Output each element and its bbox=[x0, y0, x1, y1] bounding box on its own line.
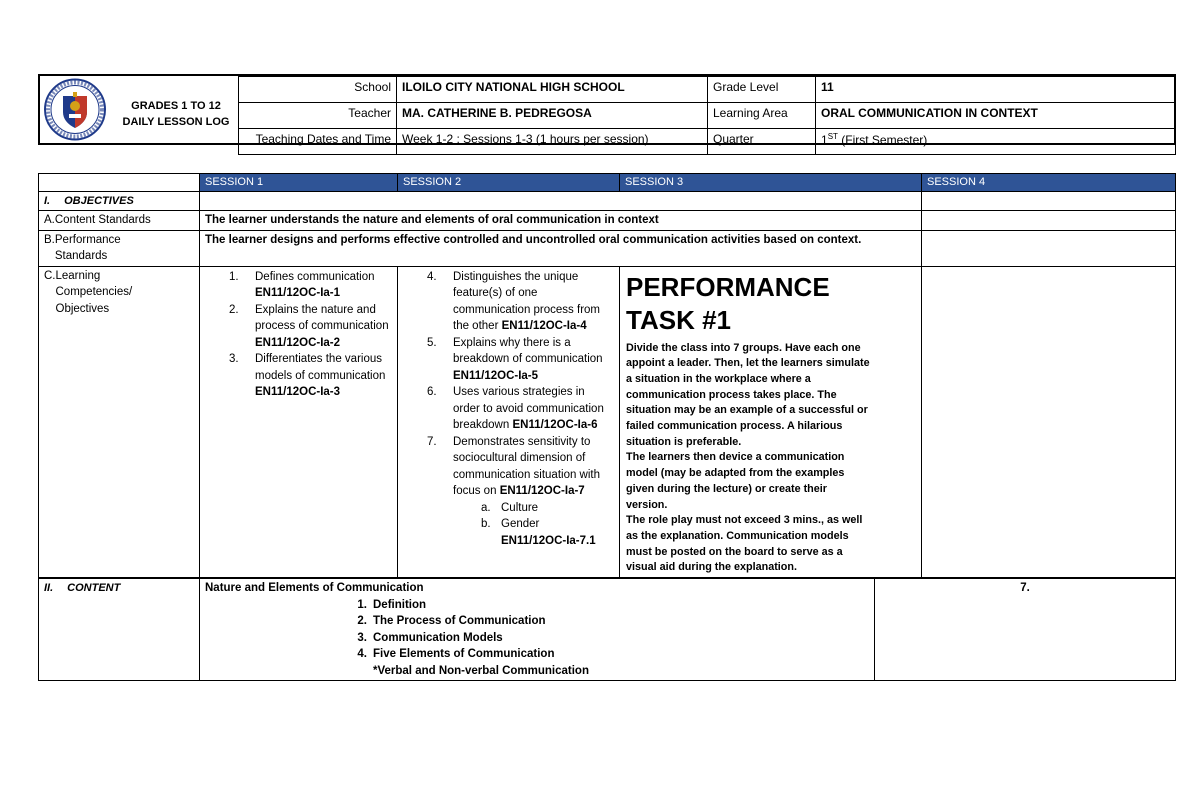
competency-number: 2. bbox=[229, 303, 239, 316]
title-line-2: DAILY LESSON LOG bbox=[122, 116, 230, 128]
a-label: Content Standards bbox=[54, 214, 151, 226]
quarter-superscript: ST bbox=[827, 132, 838, 141]
teacher-value: MA. CATHERINE B. PEDREGOSA bbox=[397, 103, 708, 129]
logo-cell bbox=[40, 76, 239, 143]
performance-standards-session4 bbox=[922, 230, 1176, 266]
competency-code: EN11/12OC-Ia-6 bbox=[512, 419, 598, 431]
competency-item bbox=[229, 269, 392, 302]
content-standards-text: The learner understands the nature and elements of oral communication in context bbox=[200, 211, 922, 231]
session-header-row bbox=[39, 174, 1176, 192]
content-item-number: 4. bbox=[357, 648, 367, 661]
task-paragraph-2: The learners then device a communication model (may be adapted from the examples given during the lecture) or create their version. bbox=[626, 451, 845, 511]
session-1-competencies bbox=[200, 266, 398, 578]
deped-seal-logo bbox=[43, 78, 107, 141]
grade-level-value: 11 bbox=[816, 77, 1176, 103]
competency-code: EN11/12OC-Ia-4 bbox=[501, 320, 587, 332]
competency-text: Defines communication bbox=[255, 270, 375, 283]
content-row bbox=[39, 578, 1176, 681]
title-line-1: GRADES 1 TO 12 bbox=[131, 100, 221, 112]
competency-text: Distinguishes the unique feature(s) of one communication process from the other bbox=[453, 270, 600, 332]
content-item bbox=[341, 630, 869, 647]
school-value: ILOILO CITY NATIONAL HIGH SCHOOL bbox=[397, 77, 708, 103]
subitem-letter: a. bbox=[481, 501, 491, 514]
competency-text: Explains why there is a breakdown of communication bbox=[453, 336, 603, 365]
objectives-session4 bbox=[922, 191, 1176, 211]
session-2-sublist bbox=[403, 500, 614, 550]
content-item-number: 1. bbox=[357, 598, 367, 611]
b-label: Performance Standards bbox=[54, 233, 121, 262]
objectives-blank bbox=[200, 191, 922, 211]
c-label: Learning Competencies/ Objectives bbox=[55, 269, 133, 315]
competencies-row bbox=[39, 266, 1176, 578]
subitem-code: EN11/12OC-Ia-7.1 bbox=[501, 534, 596, 547]
competency-code: EN11/12OC-Ia-5 bbox=[453, 369, 539, 382]
dates-label: Teaching Dates and Time bbox=[239, 129, 397, 155]
competency-item bbox=[427, 269, 614, 335]
content-item-number: 2. bbox=[357, 615, 367, 628]
performance-task-title bbox=[626, 271, 916, 337]
competency-item bbox=[427, 434, 614, 500]
task-title-line-1: PERFORMANCE bbox=[626, 271, 830, 302]
competency-item bbox=[229, 351, 392, 401]
session-3-performance-task bbox=[620, 266, 922, 578]
subitem-letter: b. bbox=[481, 518, 491, 530]
content-body bbox=[200, 578, 875, 681]
session-2-header: SESSION 2 bbox=[398, 174, 620, 192]
session-4-competencies bbox=[922, 266, 1176, 578]
teacher-label: Teacher bbox=[239, 103, 397, 129]
session-1-list bbox=[205, 269, 392, 401]
header-block bbox=[38, 74, 1176, 145]
content-sub-item: *Verbal and Non-verbal Communication bbox=[373, 664, 589, 677]
subitem-text: Gender bbox=[501, 518, 540, 530]
competency-text: Uses various strategies in order to avoid communication breakdown bbox=[453, 386, 604, 431]
competency-code: EN11/12OC-Ia-1 bbox=[255, 287, 341, 299]
session-4-header: SESSION 4 bbox=[922, 174, 1176, 192]
quarter-number: 1 bbox=[821, 133, 828, 147]
subitem-text: Culture bbox=[501, 501, 539, 514]
competency-number: 6. bbox=[427, 386, 437, 398]
content-item-text: Communication Models bbox=[373, 631, 503, 644]
session-3-header: SESSION 3 bbox=[620, 174, 922, 192]
performance-standards-row bbox=[39, 230, 1176, 266]
competency-item bbox=[229, 302, 392, 352]
performance-task-body bbox=[626, 341, 871, 577]
quarter-label: Quarter bbox=[708, 129, 816, 155]
header-row-teacher bbox=[239, 103, 1176, 129]
content-label bbox=[39, 578, 200, 681]
objectives-row bbox=[39, 191, 1176, 211]
school-label: School bbox=[239, 77, 397, 103]
task-paragraph-3: The role play must not exceed 3 mins., as well as the explanation. Communication models must be posted on the board to serve as a visual aid during the explanation. bbox=[626, 514, 863, 574]
content-item bbox=[341, 646, 869, 663]
competency-text: Demonstrates sensitivity to sociocultural dimension of communication situation with focus on bbox=[453, 435, 601, 497]
content-text: CONTENT bbox=[67, 582, 121, 595]
objectives-num: I. bbox=[44, 194, 51, 207]
session-2-list bbox=[403, 269, 614, 500]
content-standards-row bbox=[39, 211, 1176, 231]
c-num: C. bbox=[44, 269, 56, 282]
competency-number: 7. bbox=[427, 435, 437, 448]
a-num: A. bbox=[44, 214, 55, 226]
objectives-text: OBJECTIVES bbox=[64, 194, 134, 207]
header-row-dates bbox=[239, 129, 1176, 155]
objectives-label bbox=[39, 191, 200, 211]
content-item-text: The Process of Communication bbox=[373, 615, 546, 628]
content-item bbox=[341, 613, 869, 630]
session-2-competencies bbox=[398, 266, 620, 578]
header-info-table bbox=[238, 76, 1176, 155]
competency-item bbox=[427, 335, 614, 385]
competency-subitem bbox=[481, 500, 614, 517]
quarter-value bbox=[816, 129, 1176, 155]
session-1-header: SESSION 1 bbox=[200, 174, 398, 192]
competency-number: 5. bbox=[427, 336, 437, 349]
competency-text: Differentiates the various models of communication bbox=[255, 353, 386, 382]
header-row-school bbox=[239, 77, 1176, 103]
lesson-log-table bbox=[38, 173, 1176, 681]
lesson-log-title bbox=[116, 98, 236, 130]
content-heading: Nature and Elements of Communication bbox=[205, 582, 424, 595]
content-item-text: Five Elements of Communication bbox=[373, 648, 555, 661]
content-standards-label bbox=[39, 211, 200, 231]
content-standards-session4 bbox=[922, 211, 1176, 231]
competency-number: 3. bbox=[229, 353, 239, 365]
b-num: B. bbox=[44, 233, 55, 246]
header-blank-cell bbox=[39, 174, 200, 192]
dates-value: Week 1-2 ; Sessions 1-3 (1 hours per session) bbox=[397, 129, 708, 155]
competency-code: EN11/12OC-Ia-3 bbox=[255, 386, 341, 398]
task-title-line-2: TASK #1 bbox=[626, 304, 731, 335]
grade-level-label: Grade Level bbox=[708, 77, 816, 103]
content-item-number: 3. bbox=[357, 631, 367, 644]
content-list bbox=[205, 597, 869, 663]
competency-item bbox=[427, 384, 614, 434]
content-session4: 7. bbox=[875, 578, 1176, 681]
quarter-rest: (First Semester) bbox=[837, 133, 928, 147]
competency-number: 1. bbox=[229, 270, 239, 283]
competency-number: 4. bbox=[427, 270, 437, 283]
learning-area-label: Learning Area bbox=[708, 103, 816, 129]
competency-text: Explains the nature and process of communication bbox=[255, 303, 389, 332]
content-item-text: Definition bbox=[373, 598, 427, 611]
competency-code: EN11/12OC-Ia-7 bbox=[499, 485, 585, 497]
competency-code: EN11/12OC-Ia-2 bbox=[255, 336, 341, 349]
performance-standards-label bbox=[39, 230, 200, 266]
task-paragraph-1: Divide the class into 7 groups. Have each one appoint a leader. Then, let the learners simulate a situation in the workplace where a communication process takes place. The situation may be an example of a successful or failed communication process. A hilarious situation is preferable. bbox=[626, 341, 870, 448]
content-item bbox=[341, 597, 869, 614]
competencies-label bbox=[39, 266, 200, 578]
content-num: II. bbox=[44, 582, 54, 595]
competency-subitem bbox=[481, 516, 614, 549]
learning-area-value: ORAL COMMUNICATION IN CONTEXT bbox=[816, 103, 1176, 129]
performance-standards-text: The learner designs and performs effective controlled and uncontrolled oral communication activities based on context. bbox=[200, 230, 922, 266]
